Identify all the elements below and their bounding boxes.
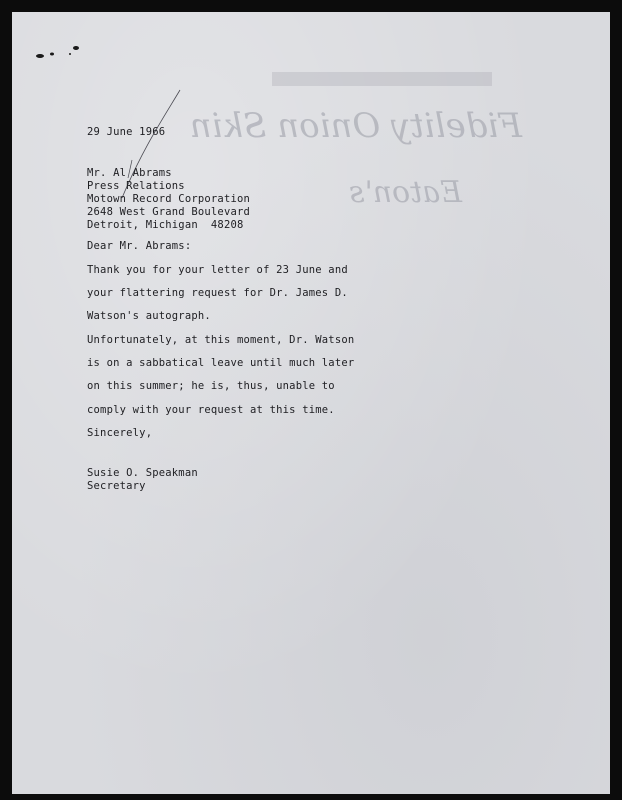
recipient-line-2: Press Relations <box>87 180 185 192</box>
body-line-3: Watson's autograph. <box>87 310 211 322</box>
letter-date: 29 June 1966 <box>87 126 166 138</box>
body-line-2: your flattering request for Dr. James D. <box>87 287 348 299</box>
signature-title: Secretary <box>87 480 146 492</box>
closing: Sincerely, <box>87 427 153 439</box>
watermark-line-2: Eaton's <box>349 175 462 210</box>
body-line-6: on this summer; he is, thus, unable to <box>87 380 335 392</box>
body-line-5: is on a sabbatical leave until much later <box>87 357 355 369</box>
body-line-4: Unfortunately, at this moment, Dr. Watson <box>87 334 355 346</box>
signature-name: Susie O. Speakman <box>87 467 198 479</box>
letter-page <box>12 12 610 794</box>
recipient-line-1: Mr. Al Abrams <box>87 167 172 179</box>
recipient-address <box>87 167 387 237</box>
recipient-line-3: Motown Record Corporation <box>87 193 251 205</box>
letter-body <box>87 264 407 434</box>
body-line-7: comply with your request at this time. <box>87 404 335 416</box>
ink-specks <box>30 44 90 64</box>
watermark-line-1: Fidelity Onion Skin <box>189 106 522 146</box>
recipient-line-5: Detroit, Michigan 48208 <box>87 219 244 231</box>
recipient-line-4: 2648 West Grand Boulevard <box>87 206 251 218</box>
body-line-1: Thank you for your letter of 23 June and <box>87 264 348 276</box>
salutation: Dear Mr. Abrams: <box>87 240 192 252</box>
